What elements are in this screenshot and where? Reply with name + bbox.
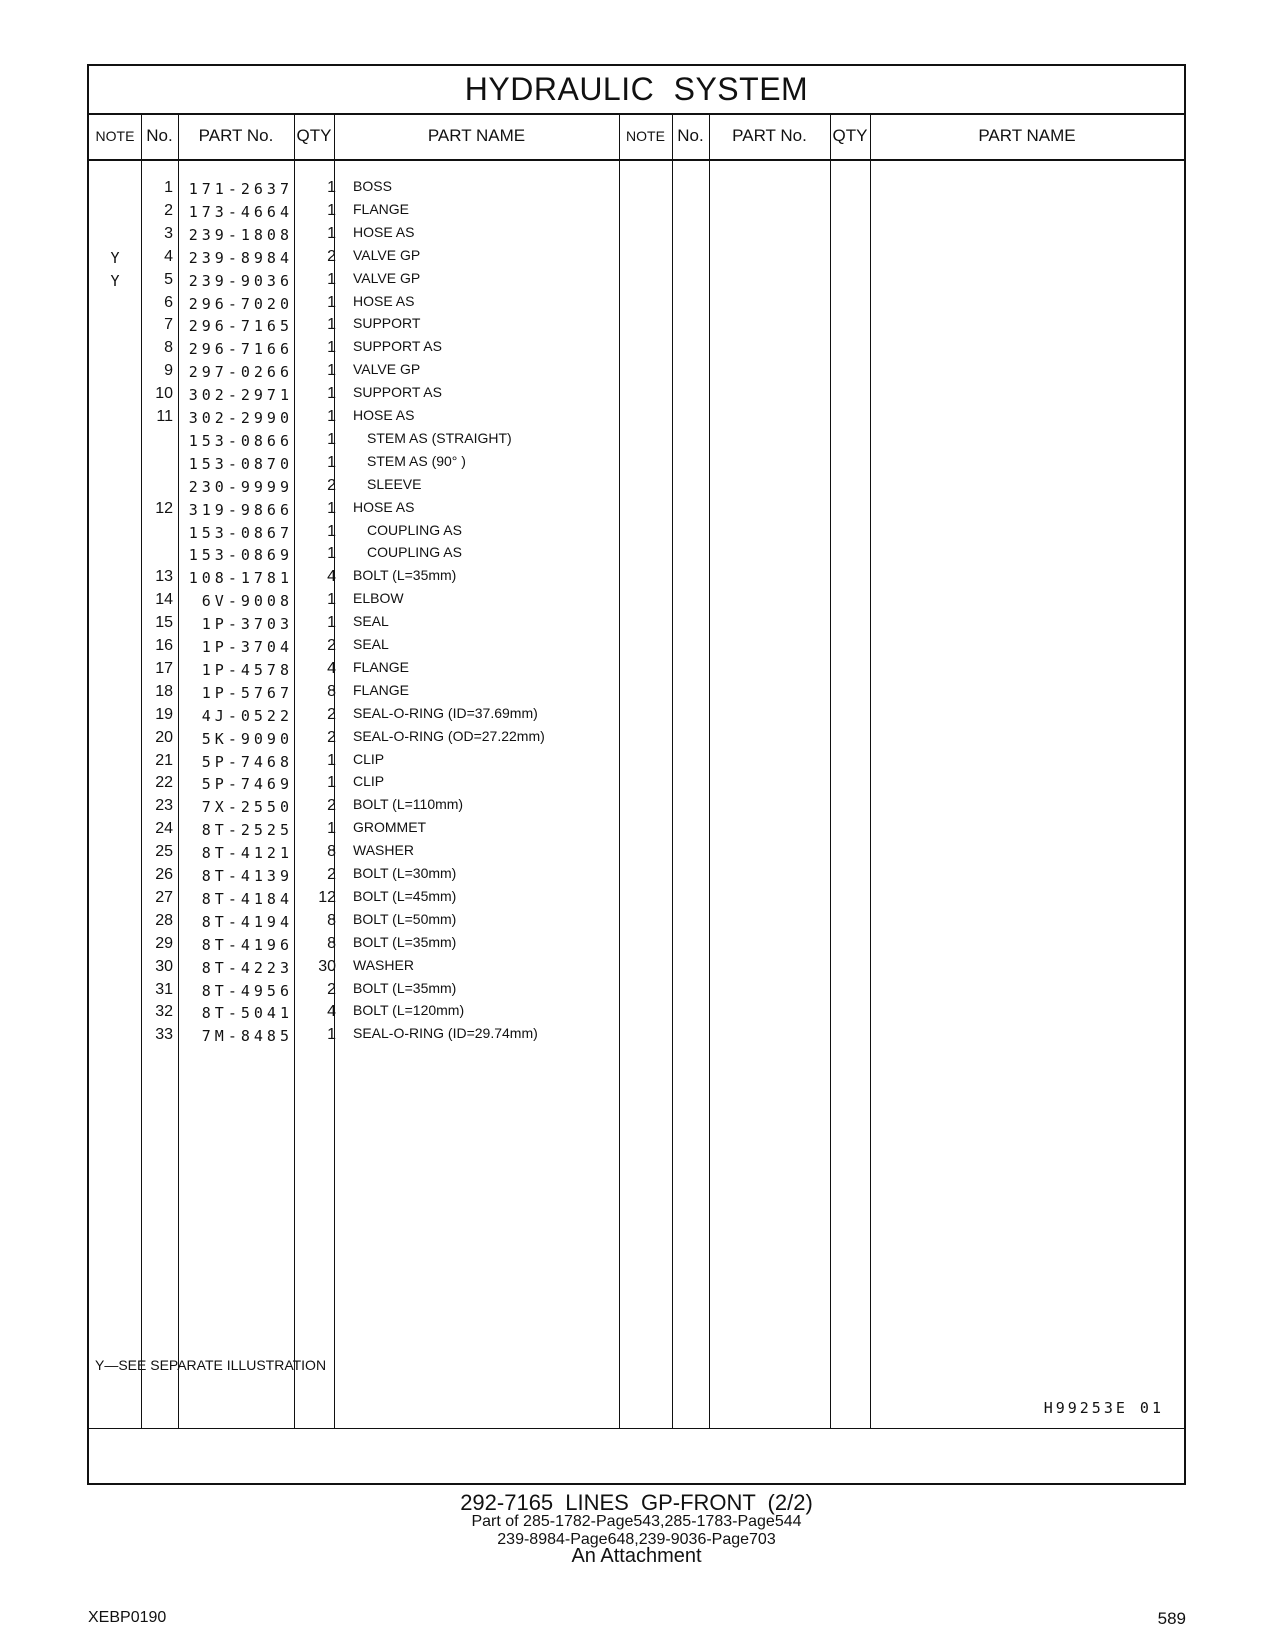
cell-number: 10: [155, 385, 173, 403]
table-row: [89, 818, 689, 841]
table-row: [89, 200, 689, 223]
cell-part-number: 5K-9090: [201, 729, 293, 748]
cell-part-name: BOLT (L=30mm): [353, 865, 457, 881]
cell-part-number: 8T-2525: [201, 821, 293, 840]
cell-part-name: HOSE AS: [353, 498, 415, 515]
assembly-caption: 292-7165 LINES GP-FRONT (2/2): [460, 1490, 813, 1515]
table-row: [89, 566, 689, 589]
cell-number: 33: [155, 1026, 173, 1044]
cell-part-number: 8T-4139: [201, 867, 293, 885]
cell-part-number: 108-1781: [188, 569, 293, 588]
cell-part-name: SEAL: [353, 636, 389, 652]
table-row: [89, 498, 689, 521]
cell-quantity: 2: [327, 728, 336, 746]
cell-part-number: 296-7166: [188, 340, 293, 359]
cell-quantity: 2: [327, 980, 336, 998]
cell-number: 12: [155, 499, 173, 517]
cell-quantity: 2: [327, 705, 336, 723]
cell-part-number: 7M-8485: [201, 1027, 293, 1046]
cell-number: 6: [164, 293, 173, 311]
column-divider: [709, 113, 710, 1428]
cell-part-name: COUPLING AS: [367, 544, 462, 561]
cell-part-number: 5P-7468: [201, 752, 293, 771]
table-row: [89, 841, 689, 864]
cell-quantity: 12: [318, 888, 336, 906]
table-row: [89, 979, 689, 1002]
cell-quantity: 1: [327, 545, 336, 563]
cell-part-name: STEM AS (STRAIGHT): [367, 429, 512, 446]
table-row: [89, 727, 689, 750]
table-row: [89, 292, 689, 315]
cell-number: 7: [164, 316, 173, 334]
cell-quantity: 1: [327, 499, 336, 517]
table-row: [89, 704, 689, 727]
cell-quantity: 1: [327, 774, 336, 792]
cell-part-name: HOSE AS: [353, 292, 415, 309]
cell-part-number: 296-7165: [188, 317, 293, 336]
header-no-right: No.: [672, 113, 709, 161]
table-row: [89, 337, 689, 360]
table-row: [89, 475, 689, 498]
cell-part-number: 8T-4184: [201, 889, 293, 908]
table-row: [89, 956, 689, 979]
cell-part-name: WASHER: [353, 956, 414, 973]
cell-number: 29: [155, 934, 173, 952]
table-row: [89, 1024, 689, 1047]
column-divider: [830, 113, 831, 1428]
header-part-no: PART No.: [178, 113, 294, 161]
parts-table-frame: [87, 64, 1186, 1485]
cell-part-number: 8T-4223: [201, 958, 293, 977]
cell-number: 32: [155, 1003, 173, 1021]
cell-quantity: 1: [327, 522, 336, 540]
caption-attachment: An Attachment: [571, 1545, 702, 1567]
cell-number: 22: [155, 774, 173, 792]
cell-part-name: HOSE AS: [353, 407, 415, 423]
cell-part-name: SLEEVE: [367, 475, 422, 492]
cell-part-name: CLIP: [353, 750, 385, 767]
cell-part-number: 239-1808: [188, 225, 293, 244]
cell-quantity: 1: [327, 224, 336, 242]
header-qty: QTY: [294, 113, 334, 161]
cell-part-number: 302-2990: [188, 409, 293, 427]
cell-part-number: 153-0867: [188, 523, 293, 542]
header-part-name: PART NAME: [334, 113, 619, 161]
table-row: [89, 750, 689, 773]
cell-part-name: BOLT (L=35mm): [353, 567, 457, 584]
cell-quantity: 4: [327, 568, 336, 586]
footnote: Y—SEE SEPARATE ILLUSTRATION: [95, 1357, 327, 1373]
cell-quantity: 1: [327, 751, 336, 769]
cell-part-name: FLANGE: [353, 200, 410, 217]
cell-quantity: 4: [327, 1003, 336, 1021]
table-row: [89, 269, 689, 292]
cell-part-number: 296-7020: [188, 294, 293, 313]
cell-quantity: 2: [327, 866, 336, 883]
table-row: [89, 521, 689, 544]
table-row: [89, 383, 689, 406]
cell-part-name: SEAL-O-RING (ID=37.69mm): [353, 704, 538, 721]
table-row: [89, 887, 689, 910]
cell-part-number: 153-0870: [188, 454, 293, 473]
table-row: [89, 658, 689, 681]
header-qty-right: QTY: [830, 113, 870, 161]
cell-part-name: BOLT (L=35mm): [353, 933, 457, 950]
cell-number: 14: [155, 591, 173, 609]
cell-quantity: 1: [327, 430, 336, 448]
cell-quantity: 8: [327, 843, 336, 861]
cell-number: 13: [155, 568, 173, 586]
table-row: [89, 429, 689, 452]
cell-number: 19: [155, 705, 173, 723]
table-row: [89, 589, 689, 612]
cell-quantity: 30: [318, 957, 336, 975]
cell-part-name: BOLT (L=120mm): [353, 1002, 465, 1019]
document-id: XEBP0190: [88, 1609, 167, 1626]
cell-quantity: 1: [327, 201, 336, 219]
cell-quantity: 4: [327, 659, 336, 677]
header-no: No.: [141, 113, 178, 161]
drawing-number: H99253E 01: [1043, 1399, 1164, 1417]
cell-quantity: 2: [327, 476, 336, 494]
column-divider: [870, 113, 871, 1428]
cell-number: 23: [155, 797, 173, 815]
cell-number: 1: [164, 179, 173, 196]
header-note: NOTE: [89, 113, 141, 161]
cell-part-number: 5P-7469: [201, 775, 293, 794]
cell-part-name: SEAL-O-RING (OD=27.22mm): [353, 727, 545, 744]
table-row: [89, 1001, 689, 1024]
page-title: HYDRAULIC SYSTEM: [89, 66, 1184, 115]
header-note-right: NOTE: [619, 113, 672, 161]
cell-part-name: BOSS: [353, 178, 392, 194]
cell-quantity: 1: [327, 820, 336, 838]
table-row: [89, 795, 689, 818]
cell-number: 2: [164, 201, 173, 219]
cell-part-name: BOLT (L=35mm): [353, 979, 457, 996]
cell-part-name: BOLT (L=50mm): [353, 910, 457, 927]
cell-part-name: WASHER: [353, 842, 414, 859]
cell-part-name: VALVE GP: [353, 269, 421, 286]
table-row: [89, 772, 689, 795]
cell-part-number: 153-0869: [188, 546, 293, 565]
table-row: [89, 246, 689, 269]
cell-part-name: SUPPORT AS: [353, 384, 442, 401]
cell-part-name: SEAL: [353, 613, 389, 630]
cell-part-number: 239-8984: [188, 248, 293, 267]
cell-part-name: BOLT (L=45mm): [353, 887, 457, 904]
cell-part-name: VALVE GP: [353, 246, 421, 263]
cell-part-name: HOSE AS: [353, 223, 415, 240]
table-row: [89, 543, 689, 566]
header-part-name-right: PART NAME: [870, 113, 1184, 161]
header-part-no-right: PART No.: [709, 113, 830, 161]
cell-number: 3: [164, 224, 173, 242]
table-row: [89, 612, 689, 635]
cell-part-name: ELBOW: [353, 590, 404, 607]
table-row: [89, 681, 689, 704]
cell-number: 9: [164, 362, 173, 380]
table-row: [89, 223, 689, 246]
cell-part-number: 8T-4956: [201, 981, 293, 1000]
cell-number: 17: [155, 659, 173, 677]
table-row: [89, 177, 689, 200]
table-row: [89, 910, 689, 933]
cell-quantity: 1: [327, 362, 336, 380]
cell-part-number: 4J-0522: [201, 706, 293, 725]
table-row: [89, 933, 689, 956]
cell-part-name: BOLT (L=110mm): [353, 796, 464, 813]
cell-quantity: 1: [327, 179, 336, 196]
cell-quantity: 1: [327, 453, 336, 471]
cell-part-name: STEM AS (90° ): [367, 452, 466, 469]
cell-part-name: VALVE GP: [353, 361, 421, 378]
cell-part-name: CLIP: [353, 773, 385, 790]
table-row: [89, 452, 689, 475]
cell-quantity: 8: [327, 934, 336, 952]
cell-number: 28: [155, 911, 173, 929]
cell-part-name: SUPPORT AS: [353, 338, 442, 355]
cell-part-name: FLANGE: [353, 681, 410, 698]
cell-number: 31: [155, 980, 173, 998]
page-number: 589: [1157, 1609, 1186, 1628]
cell-part-number: 1P-5767: [201, 683, 293, 702]
cell-number: 15: [155, 614, 173, 632]
cell-part-number: 1P-3703: [201, 615, 293, 634]
caption-reference-1: Part of 285-1782-Page543,285-1783-Page544: [471, 1513, 802, 1530]
cell-part-number: 1P-4578: [201, 660, 293, 679]
cell-quantity: 1: [327, 270, 336, 288]
cell-quantity: 8: [327, 911, 336, 929]
cell-part-number: 8T-4121: [201, 844, 293, 863]
cell-part-number: 8T-5041: [201, 1004, 293, 1023]
cell-part-name: SUPPORT: [353, 315, 421, 332]
caption-reference-2: 239-8984-Page648,239-9036-Page703: [497, 1531, 776, 1548]
cell-part-name: SEAL-O-RING (ID=29.74mm): [353, 1025, 538, 1042]
cell-quantity: 1: [327, 614, 336, 632]
cell-quantity: 1: [327, 293, 336, 311]
cell-number: 11: [156, 408, 173, 425]
cell-part-number: 6V-9008: [201, 592, 293, 611]
cell-number: 20: [155, 728, 173, 746]
cell-quantity: 1: [327, 385, 336, 403]
cell-part-number: 153-0866: [188, 431, 293, 450]
cell-part-number: 230-9999: [188, 477, 293, 496]
table-bottom-rule: [89, 1428, 1184, 1429]
cell-number: 30: [155, 957, 173, 975]
cell-quantity: 2: [327, 637, 336, 654]
cell-part-number: 297-0266: [188, 363, 293, 382]
table-row: [89, 406, 689, 429]
cell-number: 5: [164, 270, 173, 288]
cell-part-name: COUPLING AS: [367, 521, 462, 538]
table-row: [89, 635, 689, 658]
table-row: [89, 864, 689, 887]
cell-part-number: 173-4664: [188, 202, 293, 221]
cell-note: Y: [110, 248, 120, 267]
cell-quantity: 1: [327, 1026, 336, 1044]
cell-quantity: 1: [327, 408, 336, 425]
cell-number: 16: [155, 637, 173, 654]
cell-quantity: 1: [327, 339, 336, 357]
cell-quantity: 1: [327, 591, 336, 609]
cell-part-number: 302-2971: [188, 386, 293, 405]
cell-part-number: 239-9036: [188, 271, 293, 290]
cell-part-number: 171-2637: [188, 180, 293, 198]
cell-number: 27: [155, 888, 173, 906]
cell-part-name: GROMMET: [353, 819, 427, 836]
cell-number: 21: [155, 751, 173, 769]
cell-quantity: 8: [327, 682, 336, 700]
cell-number: 4: [164, 247, 173, 265]
table-row: [89, 314, 689, 337]
cell-quantity: 1: [327, 316, 336, 334]
table-row: [89, 360, 689, 383]
cell-part-number: 7X-2550: [201, 798, 293, 817]
cell-part-number: 8T-4196: [201, 935, 293, 954]
cell-part-number: 1P-3704: [201, 638, 293, 656]
cell-part-number: 8T-4194: [201, 912, 293, 931]
cell-part-name: FLANGE: [353, 658, 410, 675]
cell-number: 18: [155, 682, 173, 700]
cell-number: 25: [155, 843, 173, 861]
cell-quantity: 2: [327, 247, 336, 265]
cell-quantity: 2: [327, 797, 336, 815]
cell-number: 8: [164, 339, 173, 357]
cell-note: Y: [110, 271, 120, 290]
cell-number: 24: [155, 820, 173, 838]
cell-number: 26: [155, 866, 173, 883]
cell-part-number: 319-9866: [188, 500, 293, 519]
